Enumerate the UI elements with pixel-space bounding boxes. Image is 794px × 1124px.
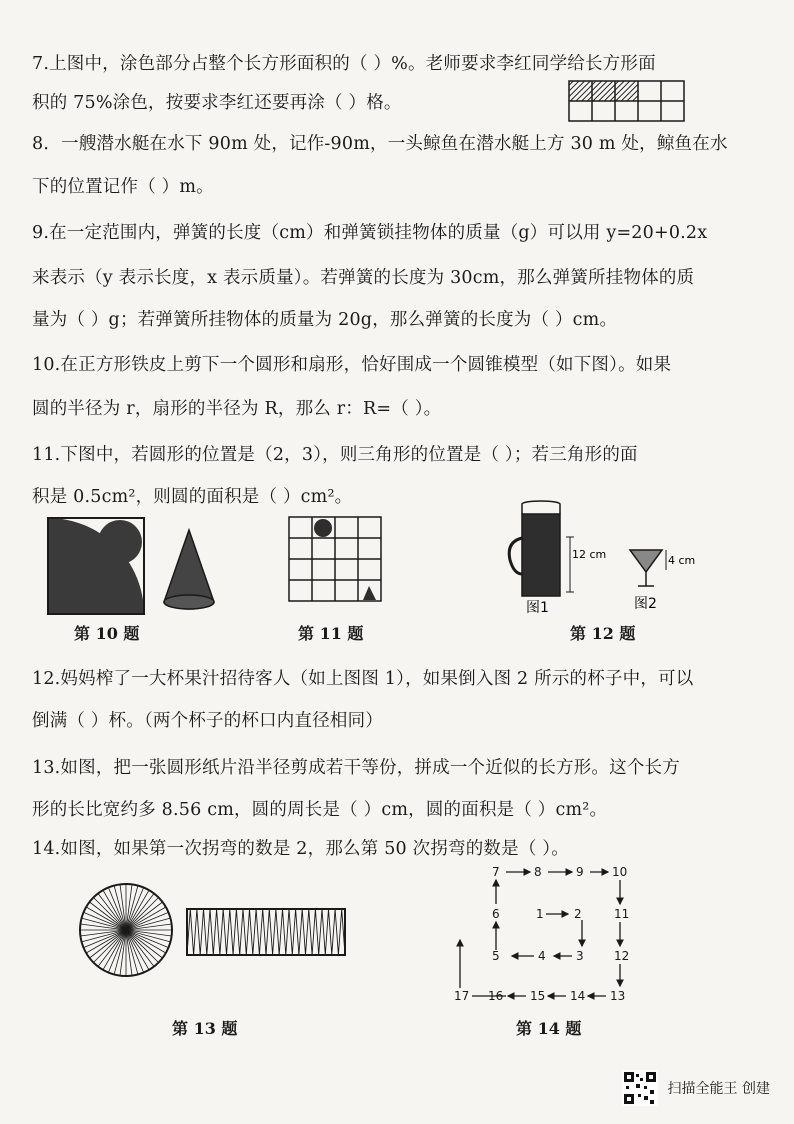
q10-line2: 圆的半径为 r，扇形的半径为 R，那么 r：R=（ ）。 — [32, 399, 442, 419]
spiral-num-11: 11 — [614, 907, 630, 921]
q11-line1: 11.下图中，若圆形的位置是（2，3），则三角形的位置是（ ）；若三角形的面 — [32, 445, 638, 465]
fig10-cone — [160, 528, 218, 612]
sector-spoke — [126, 930, 138, 974]
fig11-label: 第 11 题 — [298, 624, 364, 643]
sector-spoke — [114, 886, 126, 930]
footer-text: 扫描全能王 创建 — [667, 1081, 770, 1097]
spiral-num-17: 17 — [454, 989, 470, 1003]
q9-line3: 量为（ ）g；若弹簧所挂物体的质量为 20g，那么弹簧的长度为（ ）cm。 — [32, 310, 618, 330]
spiral-num-6: 6 — [492, 907, 500, 921]
spiral-num-3: 3 — [576, 949, 584, 963]
spiral-num-7: 7 — [492, 865, 500, 879]
q9-line2: 来表示（y 表示长度，x 表示质量）。若弹簧的长度为 30cm，那么弹簧所挂物体的质 — [32, 268, 695, 288]
qr-code-icon — [622, 1070, 658, 1106]
fig13-label: 第 13 题 — [172, 1019, 238, 1038]
spiral-num-16: 16 — [488, 989, 504, 1003]
fig12-img2-label: 图2 — [634, 596, 657, 612]
fig13-rectangle-approximation — [186, 908, 348, 958]
q12-line2: 倒满（ ）杯。（两个杯子的杯口内直径相同） — [32, 711, 384, 731]
sector-spoke — [82, 918, 126, 930]
fig13-circle-sectors — [78, 882, 174, 978]
sector-spoke — [126, 918, 170, 930]
sector-spoke — [126, 930, 170, 942]
sector-spoke — [82, 930, 126, 942]
fig14-label: 第 14 题 — [516, 1019, 582, 1038]
fig10-square-with-circle-and-sector — [46, 516, 146, 616]
spiral-num-14: 14 — [570, 989, 586, 1003]
q9-line1: 9.在一定范围内，弹簧的长度（cm）和弹簧锁挂物体的质量（g）可以用 y=20+0.2x — [32, 223, 708, 243]
spiral-num-9: 9 — [576, 865, 584, 879]
q7-line1: 7.上图中，涂色部分占整个长方形面积的（ ）%。老师要求李红同学给长方形面 — [32, 54, 656, 74]
q7-line2: 积的 75%涂色，按要求李红还要再涂（ ）格。 — [32, 93, 402, 113]
q8-line2: 下的位置记作（ ）m。 — [32, 177, 214, 197]
fig10-label: 第 10 题 — [74, 624, 140, 643]
fig12-dim1: 12 cm — [572, 548, 607, 561]
q14-line1: 14.如图，如果第一次拐弯的数是 2，那么第 50 次拐弯的数是（ ）。 — [32, 839, 569, 859]
spiral-num-4: 4 — [538, 949, 546, 963]
sector-spoke — [126, 886, 138, 930]
spiral-num-10: 10 — [612, 865, 628, 879]
spiral-num-13: 13 — [610, 989, 626, 1003]
q12-line1: 12.妈妈榨了一大杯果汁招待客人（如上图图 1），如果倒入图 2 所示的杯子中，可以 — [32, 669, 694, 689]
fig12-dim2: 4 cm — [668, 554, 696, 567]
spiral-num-12: 12 — [614, 949, 630, 963]
spiral-num-1: 1 — [536, 907, 544, 921]
q11-line2: 积是 0.5cm²，则圆的面积是（ ）cm²。 — [32, 487, 353, 507]
q10-line1: 10.在正方形铁皮上剪下一个圆形和扇形，恰好围成一个圆锥模型（如下图）。如果 — [32, 355, 672, 375]
scanner-watermark — [622, 1070, 770, 1106]
q7-grid-figure — [568, 80, 686, 124]
q8-line1: 8．一艘潜水艇在水下 90m 处，记作-90m，一头鲸鱼在潜水艇上方 30 m 处，鲸鱼在水 — [32, 134, 728, 154]
spiral-num-8: 8 — [534, 865, 542, 879]
spiral-num-5: 5 — [492, 949, 500, 963]
fig12-label: 第 12 题 — [570, 624, 636, 643]
fig11-grid — [288, 516, 384, 604]
fig12-img1-label: 图1 — [526, 600, 549, 616]
spiral-num-2: 2 — [574, 907, 582, 921]
fig12-glasses — [506, 500, 696, 620]
sector-zigzag — [187, 909, 345, 955]
q13-line2: 形的长比宽约多 8.56 cm，圆的周长是（ ）cm，圆的面积是（ ）cm²。 — [32, 800, 608, 820]
spiral-num-15: 15 — [530, 989, 546, 1003]
fig14-number-spiral — [450, 862, 640, 1008]
sector-spoke — [114, 930, 126, 974]
q13-line1: 13.如图，把一张圆形纸片沿半径剪成若干等份，拼成一个近似的长方形。这个长方 — [32, 758, 680, 778]
